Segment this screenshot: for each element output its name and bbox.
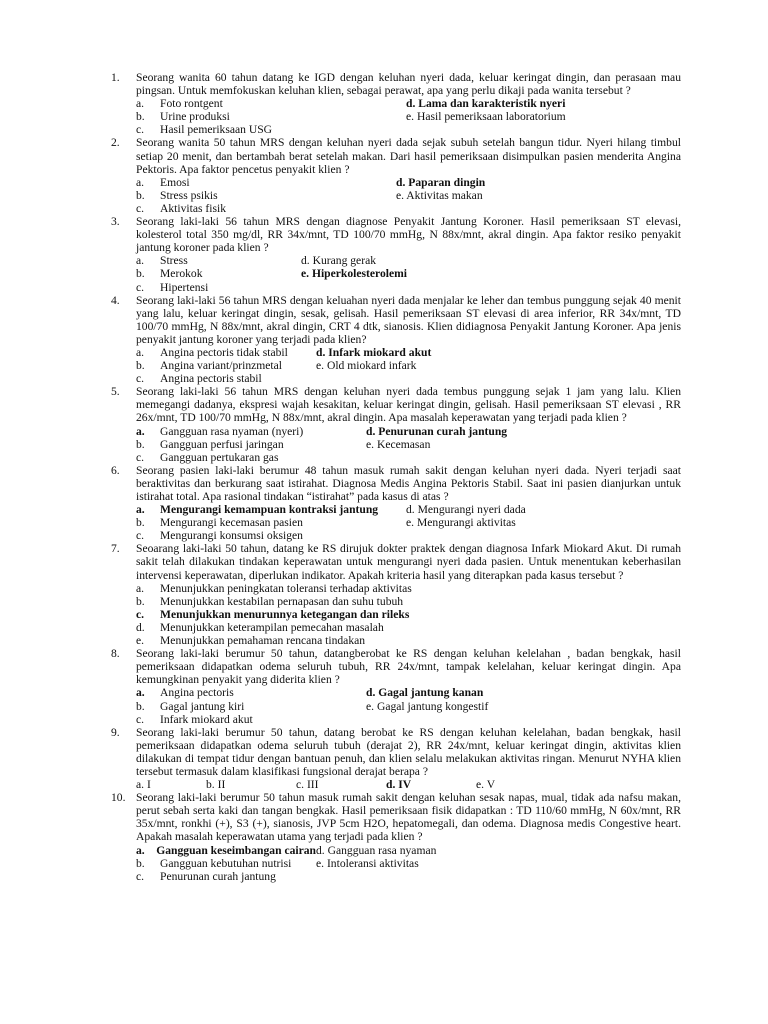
answer-option: a. I — [136, 778, 151, 792]
question-stem: Seorang laki-laki berumur 50 tahun, datang berobat ke RS dengan keluhan kelelahan, badan bengkak, hasil pemeriksaan didapatkan odema seluruh tubuh (derajat 2), RR 24x/mnt, keluar keringat dingin, aktivitas klien dilakukan di tempat tidur dengan bantuan penuh, dan klien selalu melakukan aktivitas ringan. Menurut NYHA klien tersebut termasuk dalam klasifikasi fungsional derajat berapa ? — [136, 725, 681, 778]
answer-options — [136, 686, 681, 725]
answer-option — [301, 254, 376, 267]
answer-option — [136, 634, 365, 647]
option-letter: c. — [136, 123, 145, 137]
option-row — [136, 97, 681, 110]
answer-option — [136, 595, 403, 608]
answer-option — [136, 425, 366, 438]
answer-options — [136, 346, 681, 385]
option-letter: a. — [136, 175, 145, 189]
option-letter: a. — [136, 686, 145, 700]
option-letter: b. — [136, 516, 145, 530]
question-number: 1. — [111, 71, 120, 84]
option-text: Foto rontgent — [160, 97, 223, 111]
option-text: Mengurangi konsumsi oksigen — [160, 529, 303, 543]
answer-option — [136, 870, 276, 883]
question-stem: Seorang laki-laki 56 tahun MRS dengan keluahan nyeri dada menjalar ke leher dan tembus punggung sejak 40 menit yang lalu, keluar keringat dingin, sesak, gelisah. Hasil pemeriksaan ST elevasi di area inferior, RR 34x/mnt, TD 100/70 mmHg, N 88x/mnt, akral dingin, CRT 4 dtk, sianosis. Klien didiagnosa Penyakit Jantung Koroner. Apa jenis penyakit jantung koroner yang terjadi pada klien? — [136, 293, 681, 346]
answer-option — [136, 451, 278, 464]
answer-option — [136, 202, 226, 215]
option-text: e. Aktivitas makan — [396, 188, 483, 202]
answer-option: d. IV — [386, 778, 412, 792]
answer-option — [136, 438, 366, 451]
option-text: Hipertensi — [160, 280, 209, 294]
answer-option — [136, 844, 316, 857]
option-text: Menunjukkan menurunnya ketegangan dan rileks — [160, 607, 410, 621]
option-letter: a. — [136, 424, 145, 438]
option-text: Merokok — [160, 267, 203, 281]
question-number: 7. — [111, 542, 120, 556]
answer-option — [136, 608, 409, 621]
question-number: 8. — [111, 647, 120, 661]
option-row — [136, 123, 681, 136]
option-row — [136, 438, 681, 451]
option-letter: c. — [136, 280, 145, 294]
answer-option — [136, 176, 396, 189]
answer-option — [406, 503, 526, 516]
option-text: e. Intoleransi aktivitas — [316, 856, 419, 870]
option-row — [136, 700, 681, 713]
option-row — [136, 176, 681, 189]
option-text: Angina pectoris — [160, 686, 234, 700]
answer-option — [136, 110, 406, 123]
option-row — [136, 582, 681, 595]
option-row — [136, 686, 681, 699]
question-number: 10. — [111, 791, 126, 805]
answer-options — [136, 176, 681, 215]
option-row — [136, 359, 681, 372]
answer-option — [406, 97, 565, 110]
option-letter: a. — [136, 843, 145, 857]
question-9 — [111, 726, 681, 791]
question-stem: Seorang laki-laki 56 tahun MRS dengan keluhan nyeri dada tembus punggung sejak 1 jam yang lalu. Klien memegangi dadanya, ekspresi wajah kesakitan, keluar keringat dingin, gelisah. Hasil pemeriksaan ST elevasi , RR 26x/mnt, TD 100/70 mmHg, N 88x/mnt, akral dingin. Apa masalah keperawatan yang terjadi pada klien ? — [136, 385, 681, 425]
answer-option — [136, 123, 272, 136]
option-row — [136, 372, 681, 385]
question-number: 9. — [111, 725, 120, 739]
answer-option — [136, 700, 366, 713]
answer-options — [136, 254, 681, 293]
option-letter: c. — [136, 869, 145, 883]
option-text: Gangguan perfusi jaringan — [160, 437, 284, 451]
answer-option — [136, 372, 262, 385]
answer-option — [316, 359, 416, 372]
answer-options — [136, 844, 681, 883]
answer-option — [366, 686, 483, 699]
option-text: d. Lama dan karakteristik nyeri — [406, 97, 566, 111]
question-number: 4. — [111, 293, 120, 307]
option-row — [136, 281, 681, 294]
option-letter: c. — [136, 529, 145, 543]
question-stem: Seorang laki-laki berumur 50 tahun masuk rumah sakit dengan keluhan sesak napas, mual, tidak ada nafsu makan, perut sebah serta kaki dan tangan bengkak. Hasil pemeriksaan fisik didapatkan : TD 110/60 mmHg, N 60x/mnt, RR 35x/mnt, ronkhi (+), S3 (+), sianosis, JVP 5cm H2O, hepatomegali, dan odema. Diagnosa medis Congestive heart. Apakah masalah keperawatan utama yang terjadi pada klien ? — [136, 791, 681, 844]
answer-options — [136, 582, 681, 647]
answer-option — [136, 359, 316, 372]
option-row — [136, 608, 681, 621]
option-letter: c. — [136, 607, 145, 621]
option-letter: a. — [136, 345, 145, 359]
question-stem: Seorang wanita 60 tahun datang ke IGD dengan keluhan nyeri dada, keluar keringat dingin, dan perasaan mau pingsan. Untuk memfokuskan keluhan klien, sebagai perawat, apa yang perlu dikaji pada wanita tersebut ? — [136, 71, 681, 98]
option-row — [136, 254, 681, 267]
answer-option — [136, 503, 406, 516]
option-text: Penurunan curah jantung — [160, 869, 276, 883]
answer-options — [136, 425, 681, 464]
option-row — [136, 713, 681, 726]
question-number: 6. — [111, 463, 120, 477]
option-text: Aktivitas fisik — [160, 201, 227, 215]
question-8 — [111, 647, 681, 726]
option-text: d. Gagal jantung kanan — [366, 686, 484, 700]
option-text: Gangguan keseimbangan cairan — [156, 843, 316, 857]
answer-option — [136, 857, 316, 870]
option-text: e. Hiperkolesterolemi — [301, 267, 408, 281]
question-stem: Seorang laki-laki berumur 50 tahun, datangberobat ke RS dengan keluhan kelelahan , badan bengkak, hasil pemeriksaan didapatkan odema seluruh tubuh, RR 24x/mnt, tampak kelelahan, keluar keringat dingin. Apa kemungkinan penyakit yang diderita klien ? — [136, 647, 681, 687]
option-row — [136, 267, 681, 280]
option-text: Angina pectoris tidak stabil — [160, 345, 288, 359]
option-text: Hasil pemeriksaan USG — [160, 123, 273, 137]
option-letter: a. — [136, 581, 145, 595]
option-text: Menunjukkan pemahaman rencana tindakan — [160, 634, 366, 648]
option-text: e. Gagal jantung kongestif — [366, 699, 489, 713]
question-document — [111, 71, 681, 883]
option-letter: b. — [136, 188, 145, 202]
answer-option — [136, 281, 208, 294]
option-row — [136, 857, 681, 870]
option-row — [136, 844, 681, 857]
answer-option — [136, 529, 303, 542]
option-text: e. Kecemasan — [366, 437, 431, 451]
answer-option — [316, 857, 419, 870]
question-1 — [111, 71, 681, 136]
question-stem: Seoarang laki-laki 50 tahun, datang ke RS dirujuk dokter praktek dengan diagnosa Infark Miokard Akut. Di rumah sakit telah dilakukan tindakan keperawatan untuk mengurangi nyeri dada pasien. Untuk menentukan keberhasilan intervensi keperawatan, diperlukan indikator. Apakah kriteria hasil yang diterapkan pada kasus tersebut ? — [136, 542, 681, 582]
option-text: Gangguan pertukaran gas — [160, 450, 279, 464]
answer-option — [366, 438, 430, 451]
option-letter: b. — [136, 594, 145, 608]
option-row — [136, 189, 681, 202]
option-text: Gagal jantung kiri — [160, 699, 245, 713]
option-letter: b. — [136, 699, 145, 713]
question-number: 2. — [111, 136, 120, 150]
question-4 — [111, 294, 681, 386]
option-text: Stress psikis — [160, 188, 218, 202]
option-text: Infark miokard akut — [160, 712, 253, 726]
option-letter: e. — [136, 634, 145, 648]
option-letter: b. — [136, 437, 145, 451]
answer-option — [136, 582, 412, 595]
option-letter: b. — [136, 267, 145, 281]
question-7 — [111, 542, 681, 647]
option-letter: d. — [136, 620, 145, 634]
option-text: Mengurangi kemampuan kontraksi jantung — [160, 503, 379, 517]
answer-options — [136, 97, 681, 136]
question-3 — [111, 215, 681, 294]
question-6 — [111, 464, 681, 543]
option-row — [136, 529, 681, 542]
option-text: Urine produksi — [160, 110, 230, 124]
question-number: 3. — [111, 215, 120, 229]
question-10 — [111, 791, 681, 883]
option-row — [136, 595, 681, 608]
option-text: e. Mengurangi aktivitas — [406, 516, 516, 530]
question-stem: Seorang laki-laki 56 tahun MRS dengan diagnose Penyakit Jantung Koroner. Hasil pemeriksaan ST elevasi, kolesterol total 350 mg/dl, RR 34x/mnt, TD 100/70 mmHg, N 88x/mnt, akral dingin. Apa faktor resiko penyakit jantung koroner pada klien ? — [136, 215, 681, 255]
option-text: d. Penurunan curah jantung — [366, 424, 508, 438]
option-text: Menunjukkan keterampilan pemecahan masalah — [160, 620, 384, 634]
answer-option — [136, 267, 301, 280]
question-number: 5. — [111, 385, 120, 399]
answer-option — [136, 516, 406, 529]
answer-option — [136, 97, 406, 110]
answer-option — [136, 686, 366, 699]
answer-option — [396, 176, 485, 189]
option-text: Stress — [160, 254, 188, 268]
option-letter: a. — [136, 254, 145, 268]
option-letter: b. — [136, 359, 145, 373]
option-letter: b. — [136, 110, 145, 124]
option-letter: c. — [136, 201, 145, 215]
option-text: d. Mengurangi nyeri dada — [406, 503, 526, 517]
option-text: d. Paparan dingin — [396, 175, 486, 189]
option-letter: c. — [136, 712, 145, 726]
option-text: Gangguan kebutuhan nutrisi — [160, 856, 292, 870]
option-text: Menunjukkan kestabilan pernapasan dan suhu tubuh — [160, 594, 404, 608]
answer-option — [301, 267, 407, 280]
option-letter: a. — [136, 97, 145, 111]
answer-option — [316, 346, 431, 359]
option-row — [136, 110, 681, 123]
option-row — [136, 621, 681, 634]
answer-option — [366, 425, 507, 438]
answer-option — [136, 621, 384, 634]
question-stem: Seorang pasien laki-laki berumur 48 tahun masuk rumah sakit dengan keluhan nyeri dada. Nyeri terjadi saat beraktivitas dan berkurang saat istirahat. Diagnosa Medis Angina Pektoris Stabil. Saat ini pasien dianjurkan untuk istirahat total. Apa rasional tindakan “istirahat” pada kasus di atas ? — [136, 463, 681, 503]
question-2 — [111, 136, 681, 215]
answer-options-inline — [136, 778, 681, 791]
answer-option — [406, 110, 566, 123]
option-row — [136, 503, 681, 516]
option-text: Angina pectoris stabil — [160, 372, 262, 386]
answer-option: e. V — [476, 778, 496, 792]
answer-options — [136, 503, 681, 542]
option-text: e. Hasil pemeriksaan laboratorium — [406, 110, 566, 124]
option-row — [136, 346, 681, 359]
option-text: d. Kurang gerak — [301, 254, 377, 268]
answer-option — [136, 713, 253, 726]
answer-option: c. III — [296, 778, 319, 792]
question-stem: Seorang wanita 50 tahun MRS dengan keluhan nyeri dada sejak subuh setelah bangun tidur. Nyeri hilang timbul setiap 20 menit, dan bertambah berat setelah makan. Dari hasil pemeriksaan disimpulkan pasien menderita Angina Pektoris. Apa faktor pencetus penyakit klien ? — [136, 136, 681, 176]
option-row — [136, 870, 681, 883]
option-row — [136, 516, 681, 529]
answer-option: b. II — [206, 778, 226, 792]
option-text: d. Infark miokard akut — [316, 345, 432, 359]
answer-option — [396, 189, 483, 202]
question-5 — [111, 385, 681, 464]
option-letter: c. — [136, 372, 145, 386]
option-text: Menunjukkan peningkatan toleransi terhadap aktivitas — [160, 581, 412, 595]
option-letter: a. — [136, 503, 145, 517]
option-text: Mengurangi kecemasan pasien — [160, 516, 303, 530]
option-row — [136, 634, 681, 647]
answer-option — [136, 254, 301, 267]
option-text: Emosi — [160, 175, 190, 189]
answer-option — [316, 844, 436, 857]
option-text: Gangguan rasa nyaman (nyeri) — [160, 424, 304, 438]
option-text: Angina variant/prinzmetal — [160, 359, 283, 373]
option-letter: c. — [136, 450, 145, 464]
answer-option — [136, 189, 396, 202]
answer-option — [406, 516, 516, 529]
answer-option — [366, 700, 488, 713]
option-row — [136, 451, 681, 464]
option-text: d. Gangguan rasa nyaman — [316, 843, 437, 857]
answer-option — [136, 346, 316, 359]
option-letter: b. — [136, 856, 145, 870]
option-text: e. Old miokard infark — [316, 359, 417, 373]
option-row — [136, 202, 681, 215]
option-row — [136, 425, 681, 438]
